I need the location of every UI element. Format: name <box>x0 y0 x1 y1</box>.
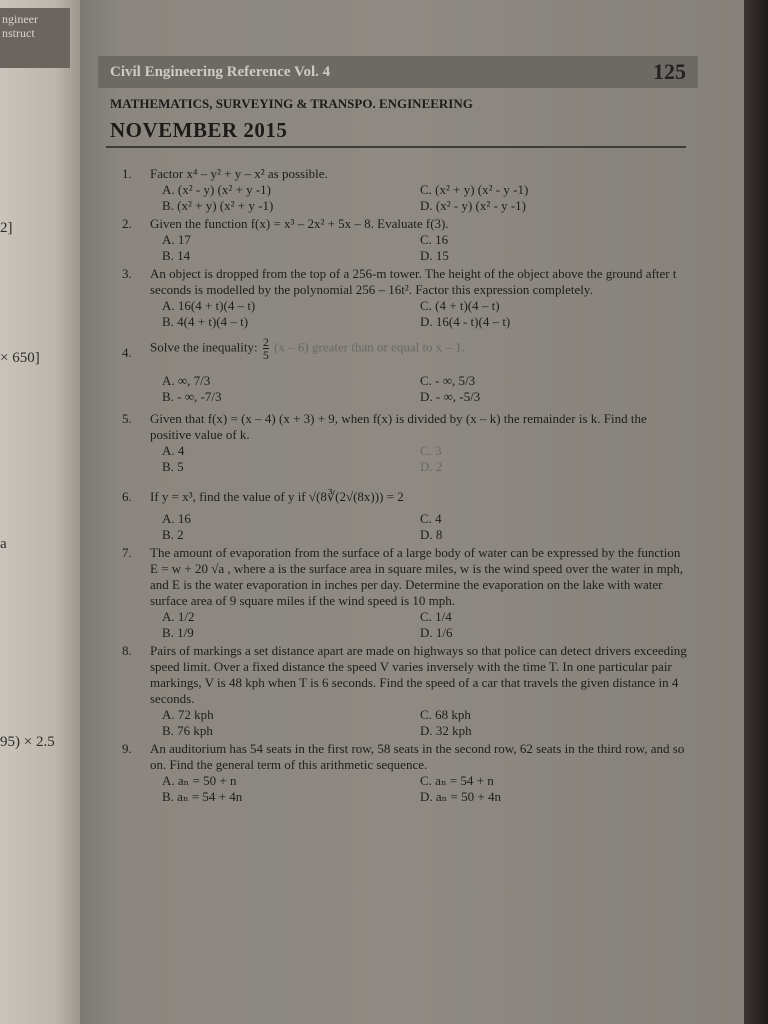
choice-d: D. 8 <box>420 527 443 542</box>
choice-a: A. (x² - y) (x² + y -1) <box>162 182 271 197</box>
choice-c: C. 4 <box>420 511 442 526</box>
question-number: 5. <box>122 411 132 426</box>
fraction-denominator: 5 <box>262 348 269 362</box>
choice-b: B. 76 kph <box>162 723 213 738</box>
question-stem: If y = x³, find the value of y if √(8∛(2√(8x))) = 2 <box>150 489 404 504</box>
left-fragment: a <box>0 536 7 552</box>
question-stem: An auditorium has 54 seats in the first row, 58 seats in the second row, 62 seats in the third row, and so on. Find the general term of this arithmetic sequence. <box>150 741 685 772</box>
choice-b: B. (x² + y) (x² + y -1) <box>162 198 274 213</box>
choice-a: A. 16 <box>162 511 191 526</box>
left-header-line: nstruct <box>2 26 35 40</box>
question-number: 3. <box>122 266 132 281</box>
question-8 <box>110 643 690 739</box>
choice-c: C. (x² + y) (x² - y -1) <box>420 182 529 197</box>
choice-d: D. 15 <box>420 248 449 263</box>
left-page <box>0 0 92 1024</box>
choices <box>150 773 690 805</box>
choice-b: B. 14 <box>162 248 191 263</box>
choice-a: A. ∞, 7/3 <box>162 373 211 388</box>
question-number: 2. <box>122 216 132 231</box>
page-edge-shadow <box>744 0 768 1024</box>
left-fragment: 2] <box>0 220 13 236</box>
book-page <box>80 0 744 1024</box>
left-page-header <box>0 8 70 68</box>
choice-d: D. 32 kph <box>420 723 472 738</box>
question-number: 9. <box>122 741 132 756</box>
left-header-line: ngineer <box>2 12 38 26</box>
choice-b: B. 5 <box>162 459 184 474</box>
choice-b: B. 2 <box>162 527 184 542</box>
choice-a: A. aₙ = 50 + n <box>162 773 237 788</box>
page-number: 125 <box>653 59 686 84</box>
choice-d: D. (x² - y) (x² - y -1) <box>420 198 526 213</box>
header-bar <box>98 56 698 88</box>
question-number: 8. <box>122 643 132 658</box>
choice-d: D. 2 <box>420 459 443 474</box>
choice-d: D. aₙ = 50 + 4n <box>420 789 501 804</box>
question-number: 4. <box>122 345 132 360</box>
question-5 <box>110 411 690 475</box>
question-1 <box>110 166 690 214</box>
choices <box>150 609 690 641</box>
question-stem <box>150 336 690 361</box>
exam-title: NOVEMBER 2015 <box>110 118 288 142</box>
question-stem: Given that f(x) = (x – 4) (x + 3) + 9, when f(x) is divided by (x – k) the remainder is k. Find the positive value of k. <box>150 411 647 442</box>
choice-a: A. 1/2 <box>162 609 195 624</box>
choice-d: D. - ∞, -5/3 <box>420 389 481 404</box>
question-stem: The amount of evaporation from the surface of a large body of water can be expressed by the function E = w + 20 √a , where a is the surface area in square miles, w is the wind speed over the water in mph, and E is the water evaporation in inches per day. Determine the evaporation on the lake with water surface area of 9 square miles if the wind speed is 10 mph. <box>150 545 683 608</box>
choices <box>150 298 690 330</box>
choices <box>150 443 690 475</box>
choice-d: D. 1/6 <box>420 625 453 640</box>
choice-a: A. 4 <box>162 443 185 458</box>
choices <box>150 707 690 739</box>
choice-c: C. aₙ = 54 + n <box>420 773 494 788</box>
choice-b: B. 4(4 + t)(4 – t) <box>162 314 249 329</box>
fraction <box>263 336 269 361</box>
left-fragment: 95) × 2.5 <box>0 734 55 750</box>
question-stem: Factor x⁴ – y² + y – x² as possible. <box>150 166 328 181</box>
choice-a: A. 16(4 + t)(4 – t) <box>162 298 256 313</box>
question-3 <box>110 266 690 330</box>
stem-text: (x – 6) greater than or equal to x – 1. <box>274 339 466 355</box>
choice-c: C. 1/4 <box>420 609 452 624</box>
question-stem: Given the function f(x) = x³ – 2x² + 5x – 8. Evaluate f(3). <box>150 216 449 231</box>
question-number: 6. <box>122 489 132 504</box>
question-number: 7. <box>122 545 132 560</box>
choice-c: C. 16 <box>420 232 449 247</box>
section-title: MATHEMATICS, SURVEYING & TRANSPO. ENGINEERING <box>110 96 473 111</box>
question-9 <box>110 741 690 805</box>
left-fragment: × 650] <box>0 350 40 366</box>
choice-b: B. aₙ = 54 + 4n <box>162 789 243 804</box>
choice-d: D. 16(4 - t)(4 – t) <box>420 314 511 329</box>
question-2 <box>110 216 690 264</box>
fraction-numerator: 2 <box>262 335 269 349</box>
choice-a: A. 17 <box>162 232 191 247</box>
question-number: 1. <box>122 166 132 181</box>
question-stem: Pairs of markings a set distance apart are made on highways so that police can detect drivers exceeding speed limit. Over a fixed distance the speed V varies inversely with the time T. In one particular pair markings, V is 48 kph when T is 6 seconds. Find the speed of a car that travels the given distance in 4 seconds. <box>150 643 687 706</box>
choice-a: A. 72 kph <box>162 707 214 722</box>
choice-c: C. (4 + t)(4 – t) <box>420 298 500 313</box>
choices <box>150 373 690 405</box>
choice-c: C. 3 <box>420 443 442 458</box>
choice-b: B. 1/9 <box>162 625 194 640</box>
choices <box>150 511 690 543</box>
divider <box>106 146 686 148</box>
choice-c: C. - ∞, 5/3 <box>420 373 476 388</box>
stem-text: Solve the inequality: <box>150 339 258 355</box>
choice-b: B. - ∞, -7/3 <box>162 389 222 404</box>
series-title: Civil Engineering Reference Vol. 4 <box>110 63 331 80</box>
question-6 <box>110 489 690 543</box>
choices <box>150 232 690 264</box>
question-list <box>110 166 690 807</box>
question-7 <box>110 545 690 641</box>
choice-c: C. 68 kph <box>420 707 471 722</box>
choices <box>150 182 690 214</box>
question-4 <box>110 336 690 405</box>
question-stem: An object is dropped from the top of a 256-m tower. The height of the object above the ground after t seconds is modelled by the polynomial 256 – 16t². Factor this expression completely. <box>150 266 677 297</box>
